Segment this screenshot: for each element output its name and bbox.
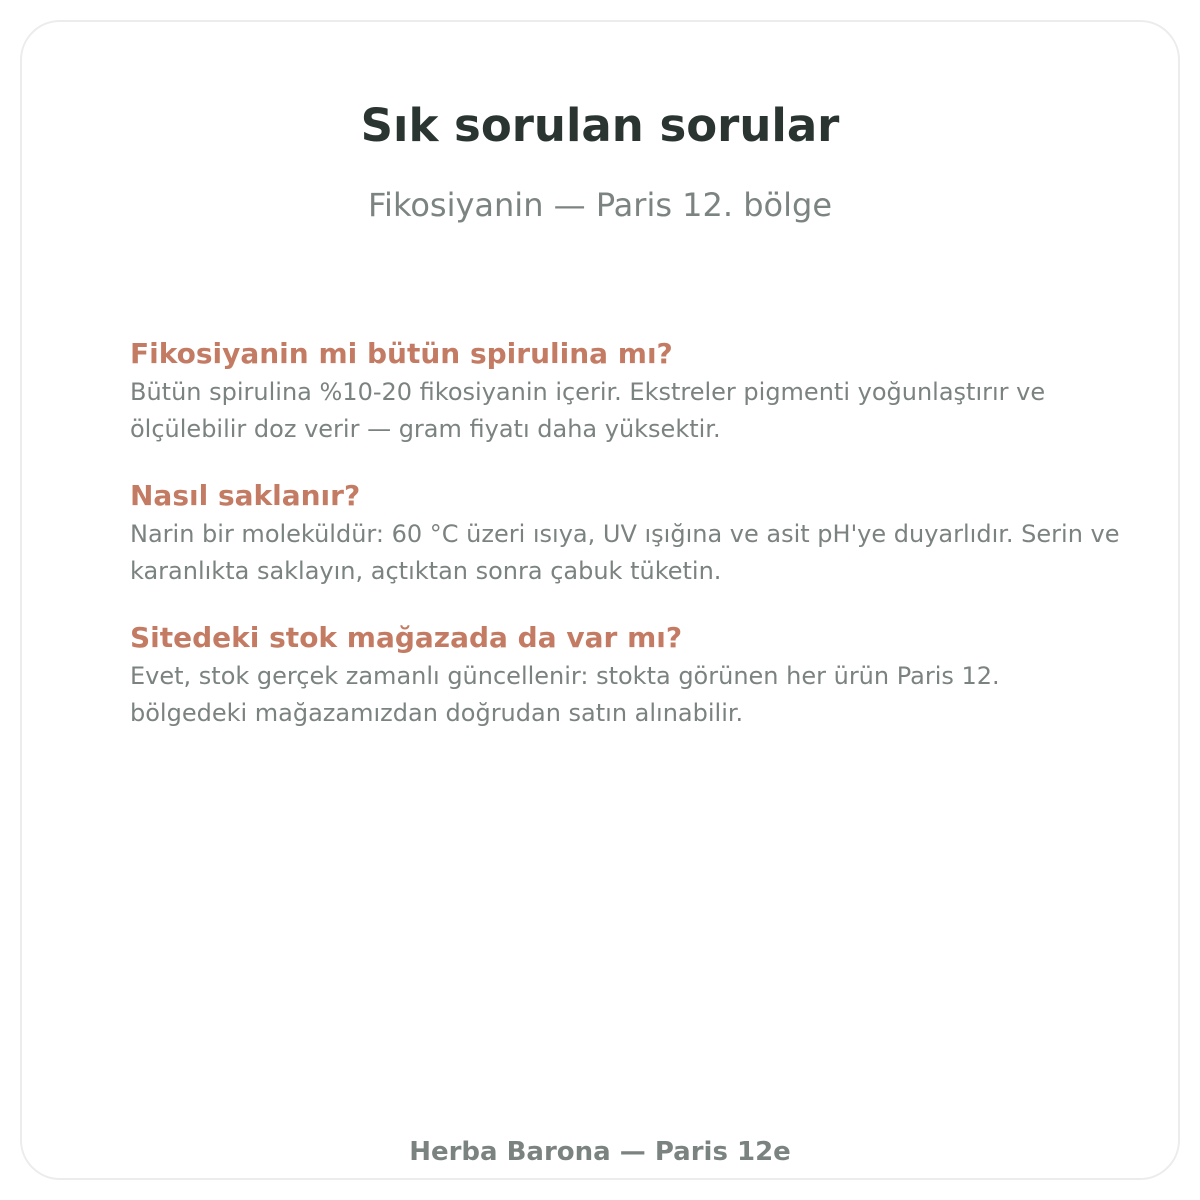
footer-brand: Herba Barona — Paris 12e: [409, 1137, 791, 1167]
faq-answer: Narin bir moleküldür: 60 °C üzeri ısıya, UV ışığına ve asit pH'ye duyarlıdır. Serin ve karanlıkta saklayın, açtıktan sonra çabuk tüketin.: [130, 520, 1120, 585]
faq-question: Fikosiyanin mi bütün spirulina mı?: [130, 337, 673, 370]
faq-answer: Evet, stok gerçek zamanlı güncellenir: stokta görünen her ürün Paris 12. bölgedeki mağazamızdan doğrudan satın alınabilir.: [130, 662, 1000, 727]
page-title: Sık sorulan sorular: [360, 99, 840, 152]
faq-list: [130, 334, 1120, 760]
faq-question: Sitedeki stok mağazada da var mı?: [130, 621, 683, 654]
faq-answer: Bütün spirulina %10-20 fikosiyanin içerir. Ekstreler pigmenti yoğunlaştırır ve ölçülebilir doz verir — gram fiyatı daha yüksektir.: [130, 378, 1046, 443]
faq-item: [130, 618, 1120, 732]
faq-item: [130, 334, 1120, 448]
faq-question: Nasıl saklanır?: [130, 479, 361, 512]
page-subtitle: Fikosiyanin — Paris 12. bölge: [367, 186, 833, 224]
faq-item: [130, 476, 1120, 590]
